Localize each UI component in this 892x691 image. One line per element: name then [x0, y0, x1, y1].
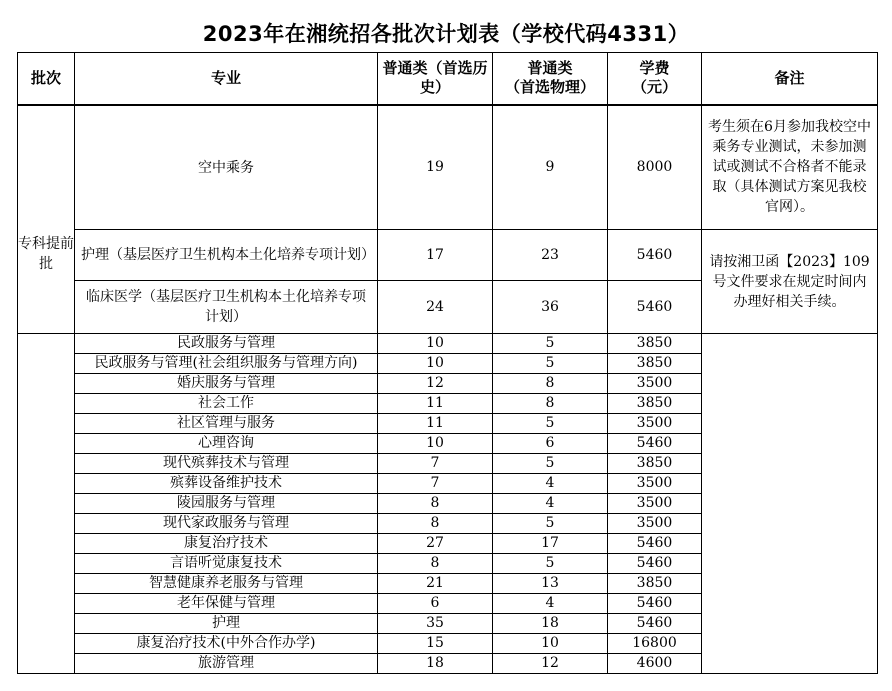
fee-cell: 5460: [608, 534, 702, 554]
history-cell: 12: [378, 374, 493, 394]
major-cell: 民政服务与管理(社会组织服务与管理方向): [75, 354, 378, 374]
major-cell: 康复治疗技术: [75, 534, 378, 554]
physics-cell: 9: [493, 105, 608, 230]
fee-cell: 3500: [608, 514, 702, 534]
history-cell: 10: [378, 434, 493, 454]
page-title: 2023年在湘统招各批次计划表（学校代码4331）: [202, 22, 690, 46]
physics-cell: 8: [493, 394, 608, 414]
major-cell: 临床医学（基层医疗卫生机构本土化培养专项计划）: [75, 281, 378, 334]
history-cell: 7: [378, 454, 493, 474]
physics-cell: 6: [493, 434, 608, 454]
header-physics: 普通类 （首选物理）: [493, 53, 608, 105]
physics-cell: 5: [493, 514, 608, 534]
history-cell: 18: [378, 654, 493, 674]
physics-cell: 13: [493, 574, 608, 594]
physics-cell: 4: [493, 594, 608, 614]
header-batch: 批次: [18, 53, 75, 105]
major-cell: 社会工作: [75, 394, 378, 414]
fee-cell: 16800: [608, 634, 702, 654]
batch-cell-empty: [18, 334, 75, 674]
fee-cell: 5460: [608, 434, 702, 454]
physics-cell: 10: [493, 634, 608, 654]
fee-cell: 5460: [608, 554, 702, 574]
history-cell: 8: [378, 554, 493, 574]
remark-cell-empty: [702, 334, 878, 674]
physics-cell: 4: [493, 494, 608, 514]
major-cell: 殡葬设备维护技术: [75, 474, 378, 494]
fee-cell: 5460: [608, 281, 702, 334]
history-cell: 17: [378, 230, 493, 281]
fee-cell: 3850: [608, 454, 702, 474]
enrollment-plan-table: [17, 52, 878, 674]
header-history: 普通类（首选历史）: [378, 53, 493, 105]
major-cell: 空中乘务: [75, 105, 378, 230]
history-cell: 27: [378, 534, 493, 554]
major-cell: 老年保健与管理: [75, 594, 378, 614]
physics-cell: 17: [493, 534, 608, 554]
history-cell: 6: [378, 594, 493, 614]
history-cell: 35: [378, 614, 493, 634]
history-cell: 8: [378, 514, 493, 534]
physics-cell: 12: [493, 654, 608, 674]
major-cell: 现代家政服务与管理: [75, 514, 378, 534]
major-cell: 护理: [75, 614, 378, 634]
table-row: [18, 105, 878, 230]
batch-cell: 专科提前批: [18, 105, 75, 334]
major-cell: 社区管理与服务: [75, 414, 378, 434]
major-cell: 现代殡葬技术与管理: [75, 454, 378, 474]
major-cell: 智慧健康养老服务与管理: [75, 574, 378, 594]
header-major: 专业: [75, 53, 378, 105]
history-cell: 11: [378, 394, 493, 414]
major-cell: 康复治疗技术(中外合作办学): [75, 634, 378, 654]
history-cell: 24: [378, 281, 493, 334]
remark-cell: 请按湘卫函【2023】109号文件要求在规定时间内办理好相关手续。: [702, 230, 878, 334]
physics-cell: 4: [493, 474, 608, 494]
history-cell: 10: [378, 334, 493, 354]
header-fee: 学费 （元）: [608, 53, 702, 105]
fee-cell: 3850: [608, 574, 702, 594]
history-cell: 19: [378, 105, 493, 230]
physics-cell: 5: [493, 454, 608, 474]
remark-cell: 考生须在6月参加我校空中乘务专业测试，未参加测试或测试不合格者不能录取（具体测试方案见我校官网）。: [702, 105, 878, 230]
history-cell: 11: [378, 414, 493, 434]
fee-cell: 3500: [608, 414, 702, 434]
header-remark: 备注: [702, 53, 878, 105]
fee-cell: 5460: [608, 614, 702, 634]
fee-cell: 4600: [608, 654, 702, 674]
fee-cell: 5460: [608, 594, 702, 614]
fee-cell: 3500: [608, 494, 702, 514]
physics-cell: 5: [493, 334, 608, 354]
history-cell: 15: [378, 634, 493, 654]
physics-cell: 5: [493, 354, 608, 374]
fee-cell: 5460: [608, 230, 702, 281]
physics-cell: 5: [493, 554, 608, 574]
major-cell: 言语听觉康复技术: [75, 554, 378, 574]
major-cell: 婚庆服务与管理: [75, 374, 378, 394]
fee-cell: 3500: [608, 374, 702, 394]
table-row: [18, 334, 878, 354]
history-cell: 7: [378, 474, 493, 494]
major-cell: 民政服务与管理: [75, 334, 378, 354]
physics-cell: 18: [493, 614, 608, 634]
fee-cell: 3500: [608, 474, 702, 494]
physics-cell: 8: [493, 374, 608, 394]
history-cell: 10: [378, 354, 493, 374]
table-row: [18, 230, 878, 281]
major-cell: 护理（基层医疗卫生机构本土化培养专项计划）: [75, 230, 378, 281]
physics-cell: 36: [493, 281, 608, 334]
fee-cell: 8000: [608, 105, 702, 230]
fee-cell: 3850: [608, 394, 702, 414]
major-cell: 心理咨询: [75, 434, 378, 454]
major-cell: 旅游管理: [75, 654, 378, 674]
fee-cell: 3850: [608, 354, 702, 374]
fee-cell: 3850: [608, 334, 702, 354]
physics-cell: 5: [493, 414, 608, 434]
major-cell: 陵园服务与管理: [75, 494, 378, 514]
history-cell: 8: [378, 494, 493, 514]
physics-cell: 23: [493, 230, 608, 281]
table-header-row: [18, 53, 878, 105]
history-cell: 21: [378, 574, 493, 594]
